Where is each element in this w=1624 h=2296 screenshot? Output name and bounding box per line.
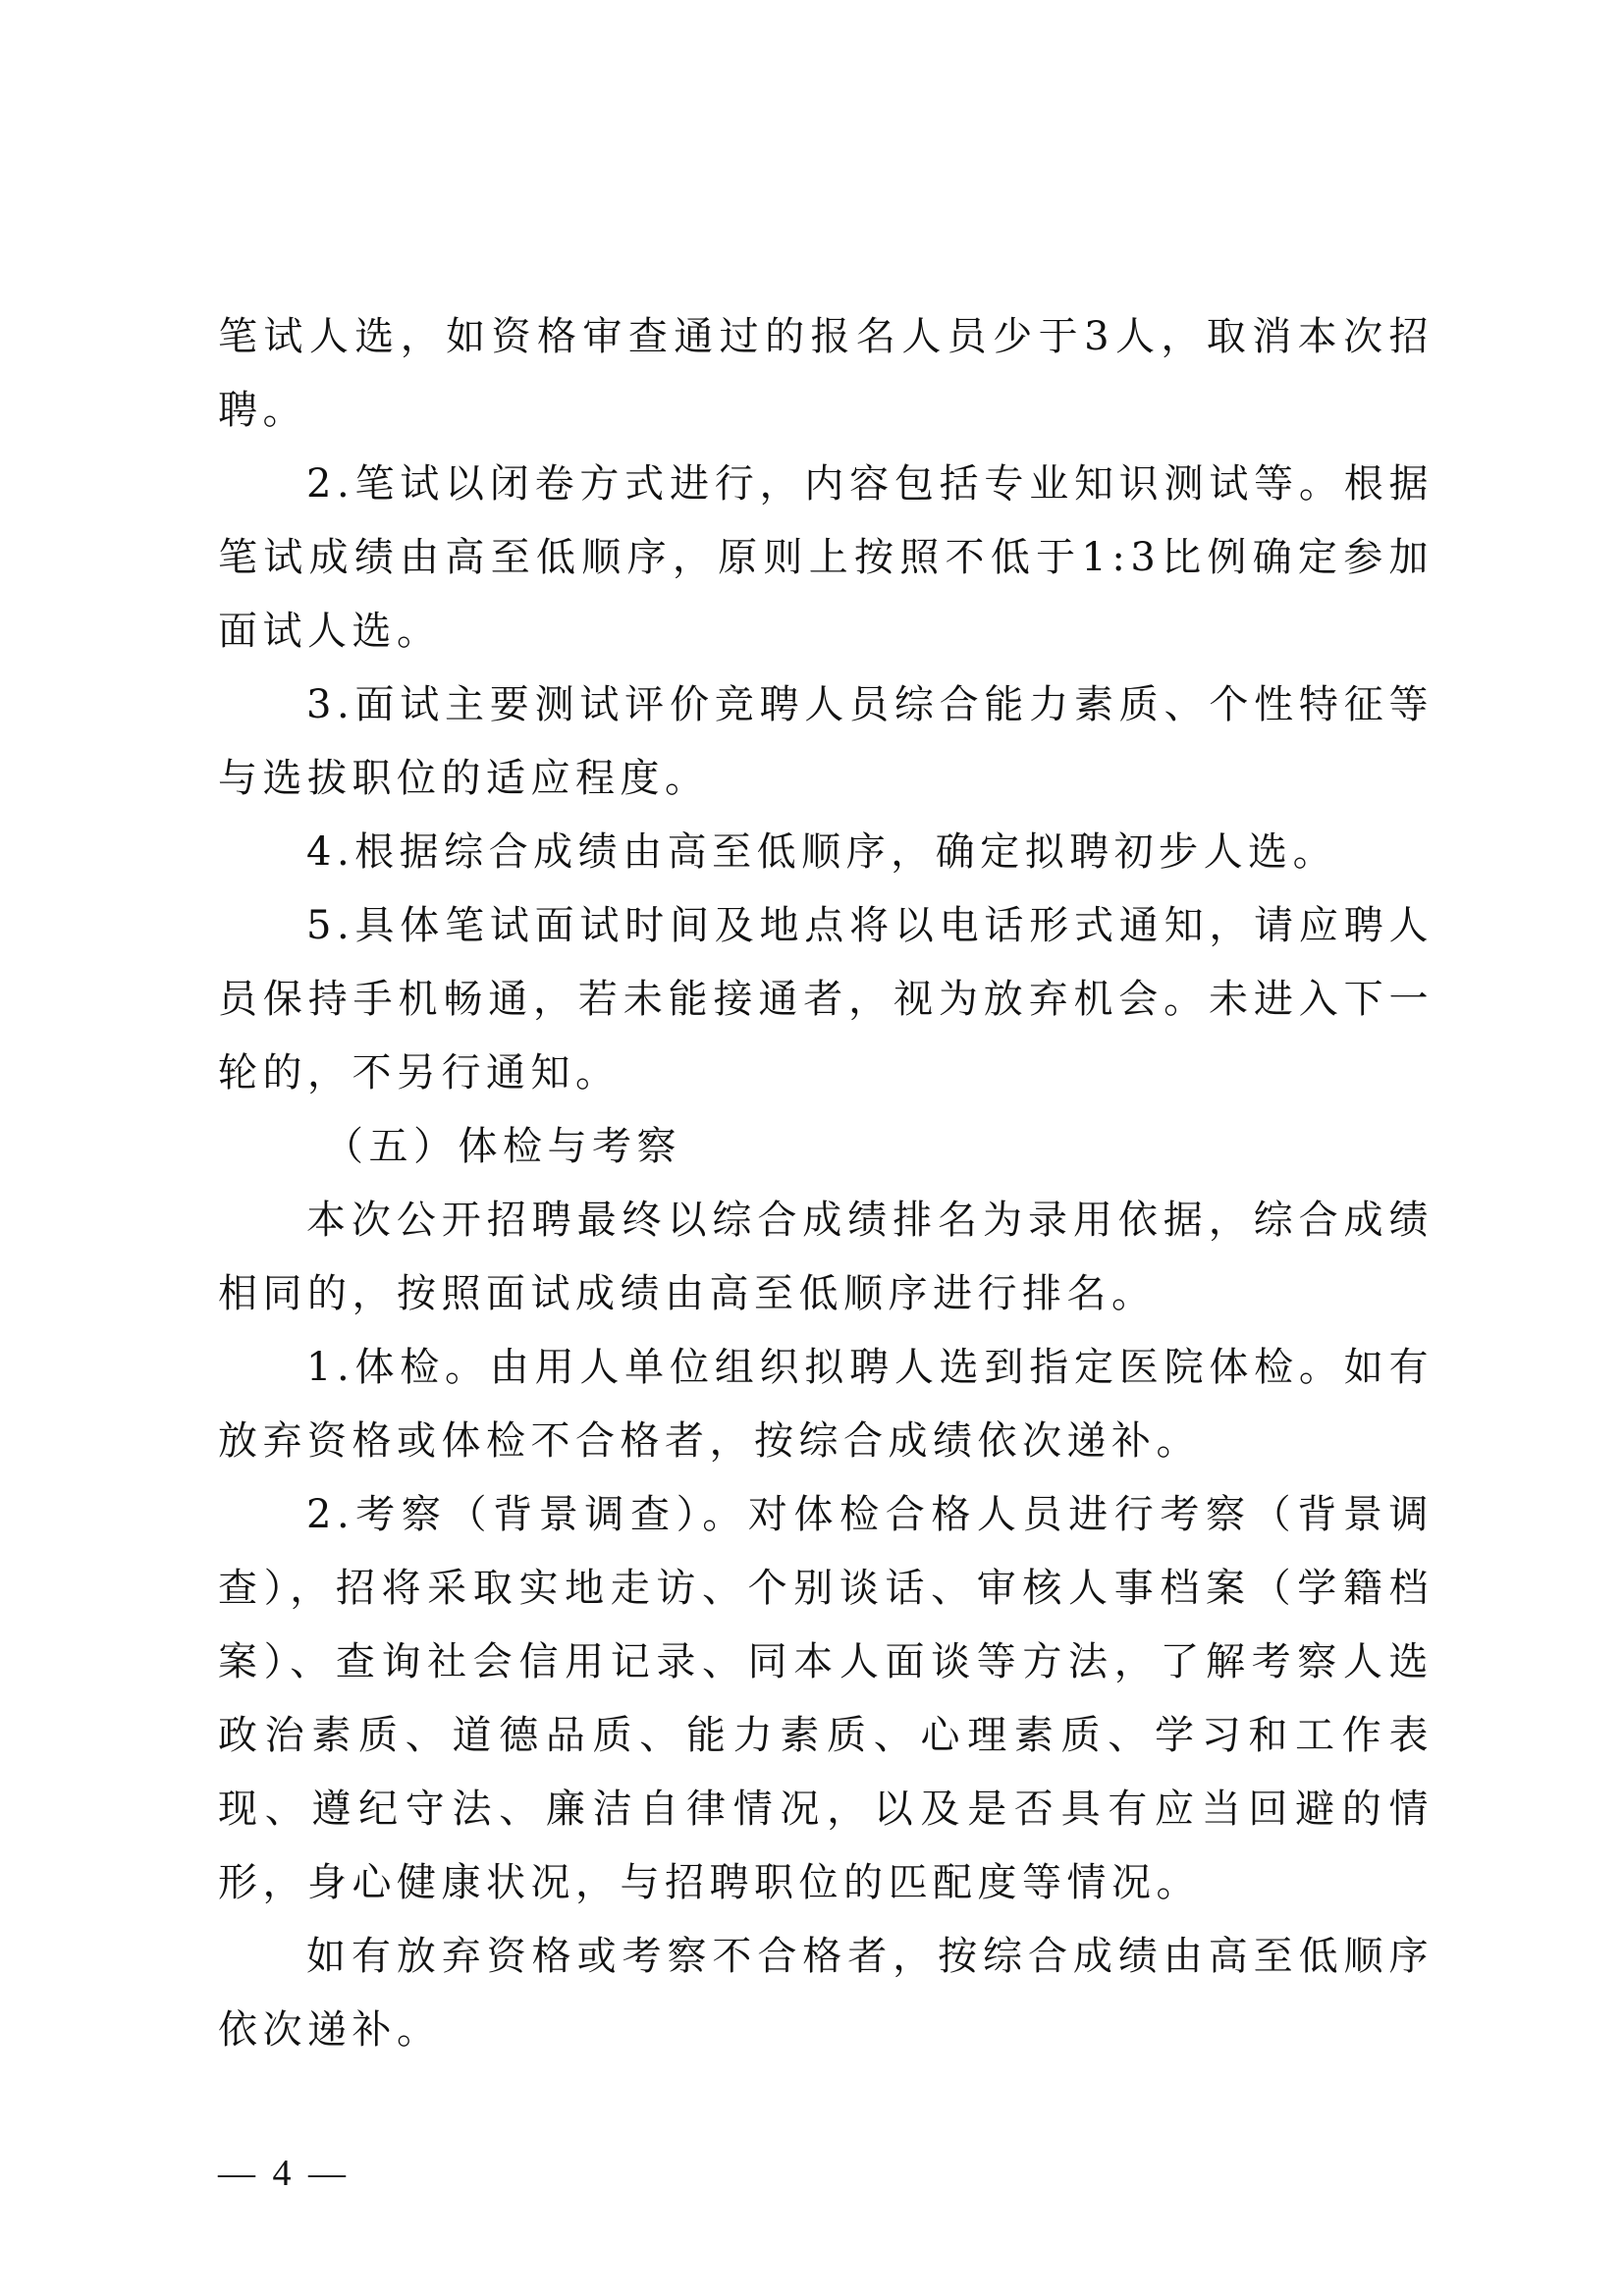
paragraph-final-ranking: 本次公开招聘最终以综合成绩排名为录用依据，综合成绩相同的，按照面试成绩由高至低顺序进行排名。	[218, 1198, 1434, 1316]
page-number: — 4 —	[218, 2153, 350, 2194]
paragraph-continuation: 笔试人选，如资格审查通过的报名人员少于3人，取消本次招聘。	[218, 314, 1434, 433]
paragraph-interview: 3.面试主要测试评价竞聘人员综合能力素质、个性特征等与选拔职位的适应程度。	[218, 682, 1434, 801]
paragraph-written-exam: 2.笔试以闭卷方式进行，内容包括专业知识测试等。根据笔试成绩由高至低顺序，原则上按照不低于1:3比例确定参加面试人选。	[218, 461, 1434, 654]
paragraph-notification: 5.具体笔试面试时间及地点将以电话形式通知，请应聘人员保持手机畅通，若未能接通者，视为放弃机会。未进入下一轮的，不另行通知。	[218, 903, 1434, 1095]
body-text	[218, 300, 1434, 2067]
paragraph-ranking: 4.根据综合成绩由高至低顺序，确定拟聘初步人选。	[306, 829, 1338, 875]
section-heading: （五）体检与考察	[324, 1124, 681, 1169]
paragraph-replacement: 如有放弃资格或考察不合格者，按综合成绩由高至低顺序依次递补。	[218, 1934, 1434, 2053]
paragraph-background-check: 2.考察（背景调查）。对体检合格人员进行考察（背景调查），招将采取实地走访、个别谈话、审核人事档案（学籍档案）、查询社会信用记录、同本人面谈等方法，了解考察人选政治素质、道德品质、能力素质、心理素质、学习和工作表现、遵纪守法、廉洁自律情况，以及是否具有应当回避的情形，身心健康状况，与招聘职位的匹配度等情况。	[218, 1492, 1434, 1905]
paragraph-medical-exam: 1.体检。由用人单位组织拟聘人选到指定医院体检。如有放弃资格或体检不合格者，按综合成绩依次递补。	[218, 1345, 1434, 1464]
